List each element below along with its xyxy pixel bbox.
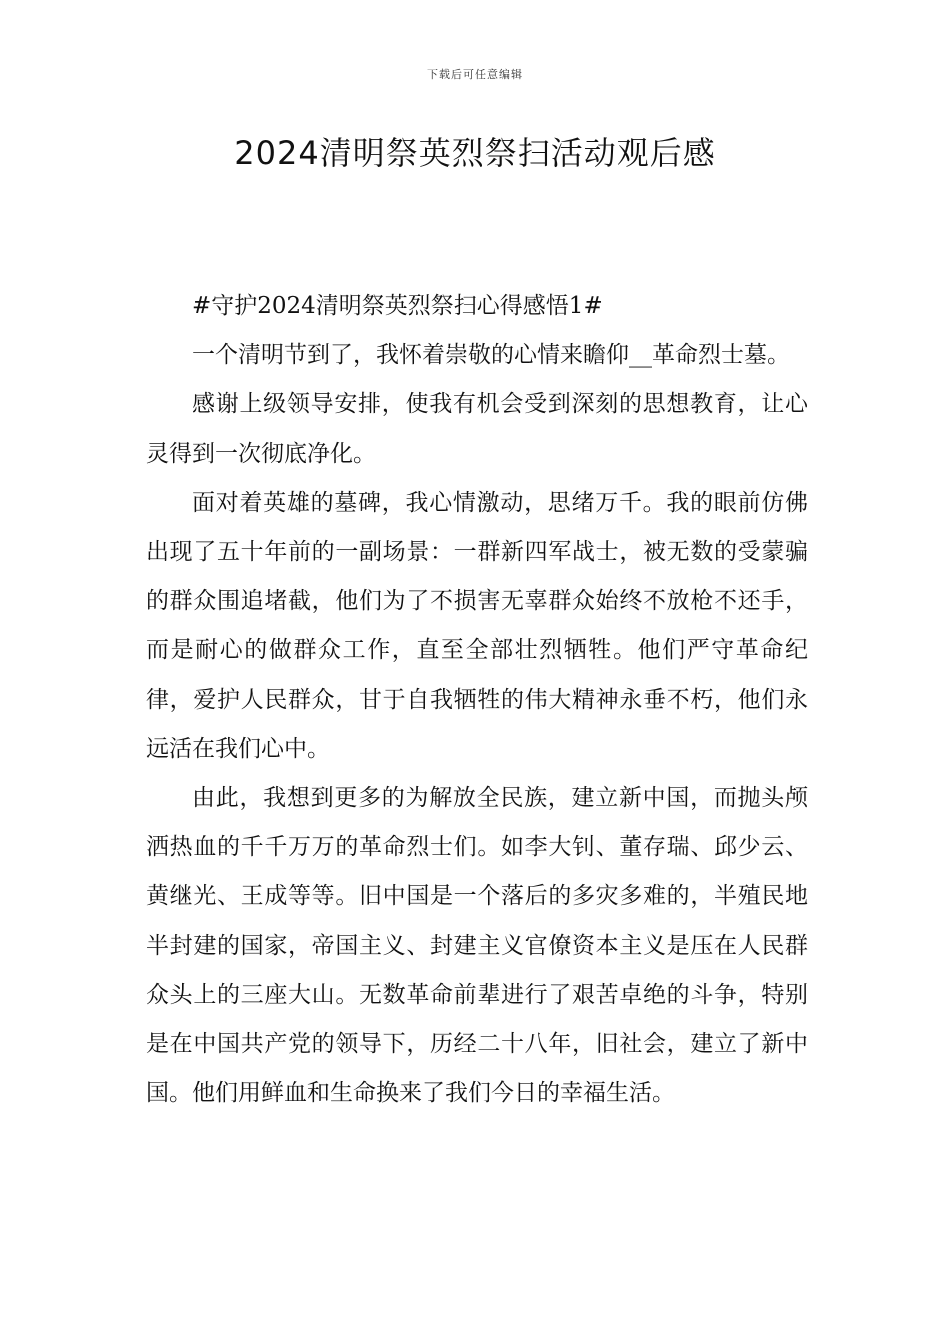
- document-title: 2024清明祭英烈祭扫活动观后感: [234, 134, 716, 172]
- header-note: 下载后可任意编辑: [427, 68, 523, 81]
- paragraph: 面对着英雄的墓碑，我心情激动，思绪万千。我的眼前仿佛出现了五十年前的一副场景：一群新四军战士，被无数的受蒙骗的群众围追堵截，他们为了不损害无辜群众始终不放枪不还手，而是耐心的做群众工作，直至全部壮烈牺牲。他们严守革命纪律，爱护人民群众，甘于自我牺牲的伟大精神永垂不朽，他们永远活在我们心中。: [146, 489, 808, 762]
- document-body: [146, 282, 808, 1118]
- paragraph-subheading: #守护2024清明祭英烈祭扫心得感悟1#: [192, 293, 603, 319]
- paragraph: 一个清明节到了，我怀着崇敬的心情来瞻仰__革命烈士墓。: [192, 342, 790, 369]
- paragraph: 感谢上级领导安排，使我有机会受到深刻的思想教育，让心灵得到一次彻底净化。: [146, 391, 808, 467]
- paragraph: 由此，我想到更多的为解放全民族，建立新中国，而抛头颅洒热血的千千万万的革命烈士们。如李大钊、董存瑞、邱少云、黄继光、王成等等。旧中国是一个落后的多灾多难的，半殖民地半封建的国家，帝国主义、封建主义官僚资本主义是压在人民群众头上的三座大山。无数革命前辈进行了艰苦卓绝的斗争，特别是在中国共产党的领导下，历经二十八年，旧社会，建立了新中国。他们用鲜血和生命换来了我们今日的幸福生活。: [146, 785, 808, 1107]
